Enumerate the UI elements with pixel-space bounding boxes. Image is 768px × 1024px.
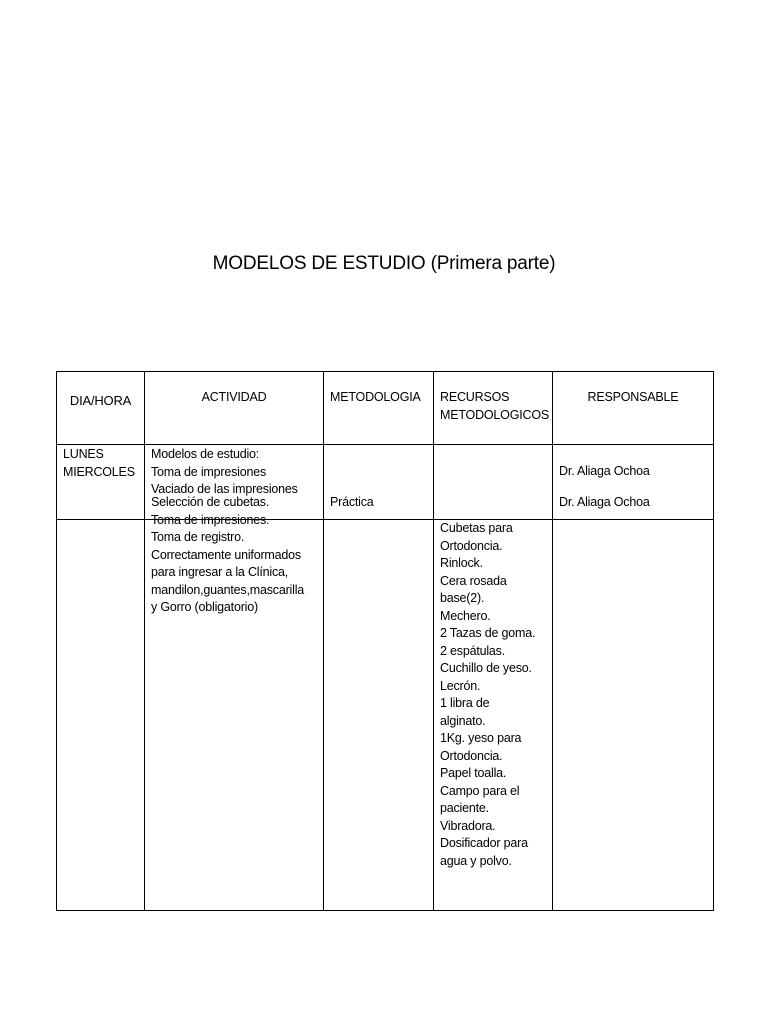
recursos-item: alginato. bbox=[440, 713, 486, 728]
row-2-responsable-cell bbox=[553, 495, 714, 911]
page-title: MODELOS DE ESTUDIO (Primera parte) bbox=[212, 253, 556, 274]
recursos-item: Ortodoncia. bbox=[440, 748, 503, 763]
row-1-actividad-line: Toma de impresiones bbox=[151, 464, 267, 479]
recursos-item: 1 libra de bbox=[440, 696, 490, 710]
recursos-item: Papel toalla. bbox=[440, 766, 507, 780]
row-2-actividad-cell bbox=[145, 495, 324, 911]
recursos-item: Lecrón. bbox=[440, 678, 481, 693]
row-2-metodologia-cell bbox=[324, 495, 434, 911]
row-2-actividad-line: Selección de cubetas. bbox=[151, 495, 270, 509]
row-1-actividad bbox=[151, 445, 317, 499]
header-responsable: RESPONSABLE bbox=[587, 390, 679, 404]
recursos-item: 1Kg. yeso para bbox=[440, 731, 522, 745]
recursos-item: Cuchillo de yeso. bbox=[440, 661, 532, 675]
table-header-row bbox=[57, 372, 714, 445]
row-2-actividad bbox=[151, 494, 317, 617]
recursos-item: paciente. bbox=[440, 801, 489, 815]
header-actividad: ACTIVIDAD bbox=[201, 390, 267, 404]
recursos-item: Vibradora. bbox=[440, 818, 496, 833]
row-2-dia-hora-cell bbox=[57, 520, 145, 911]
row-1-dia-hora-cell bbox=[57, 445, 145, 520]
row-1-recursos-cell bbox=[434, 445, 553, 520]
row-2-actividad-line: y Gorro (obligatorio) bbox=[151, 600, 258, 614]
recursos-item: Mechero. bbox=[440, 608, 491, 623]
row-1-dia-hora bbox=[63, 445, 138, 481]
row-2-metodologia: Práctica bbox=[330, 495, 374, 509]
table-row bbox=[57, 520, 714, 911]
row-1-dia-line: LUNES bbox=[63, 447, 104, 461]
header-dia-hora-cell bbox=[57, 372, 145, 445]
recursos-item: 2 Tazas de goma. bbox=[440, 626, 536, 640]
recursos-item: Campo para el bbox=[440, 783, 520, 798]
row-2-recursos-cell bbox=[434, 520, 553, 911]
recursos-item: Ortodoncia. bbox=[440, 538, 503, 553]
header-actividad-cell bbox=[145, 372, 324, 445]
header-recursos-line-2: METODOLOGICOS bbox=[440, 407, 549, 422]
recursos-item: agua y polvo. bbox=[440, 853, 512, 868]
recursos-item: Cubetas para bbox=[440, 521, 513, 535]
row-2-actividad-line: Toma de impresiones. bbox=[151, 512, 270, 527]
header-recursos bbox=[440, 372, 549, 424]
recursos-item: Rinlock. bbox=[440, 556, 483, 570]
row-1-dia-line: MIERCOLES bbox=[63, 464, 135, 479]
header-dia-hora: DIA/HORA bbox=[69, 393, 132, 408]
row-2-actividad-line: Correctamente uniformados bbox=[151, 547, 301, 562]
row-2-actividad-line: Toma de registro. bbox=[151, 530, 245, 544]
recursos-item: Cera rosada bbox=[440, 573, 507, 588]
recursos-item: Dosificador para bbox=[440, 836, 528, 850]
header-recursos-cell bbox=[434, 372, 553, 445]
header-metodologia: METODOLOGIA bbox=[330, 390, 421, 404]
recursos-item: 2 espátulas. bbox=[440, 643, 506, 658]
row-2-actividad-line: para ingresar a la Clínica, bbox=[151, 565, 289, 579]
row-1-actividad-line: Modelos de estudio: bbox=[151, 447, 260, 461]
row-2-responsable: Dr. Aliaga Ochoa bbox=[559, 495, 650, 509]
row-2-recursos-list bbox=[440, 520, 546, 870]
row-1-actividad-line: Vaciado de las impresiones bbox=[151, 482, 298, 496]
header-metodologia-cell bbox=[324, 372, 434, 445]
header-responsable-cell bbox=[553, 372, 714, 445]
recursos-item: base(2). bbox=[440, 591, 485, 605]
row-1-responsable: Dr. Aliaga Ochoa bbox=[559, 464, 650, 478]
row-2-actividad-line: mandilon,guantes,mascarilla bbox=[151, 582, 305, 597]
schedule-table bbox=[56, 371, 714, 911]
header-recursos-line-1: RECURSOS bbox=[440, 390, 510, 404]
